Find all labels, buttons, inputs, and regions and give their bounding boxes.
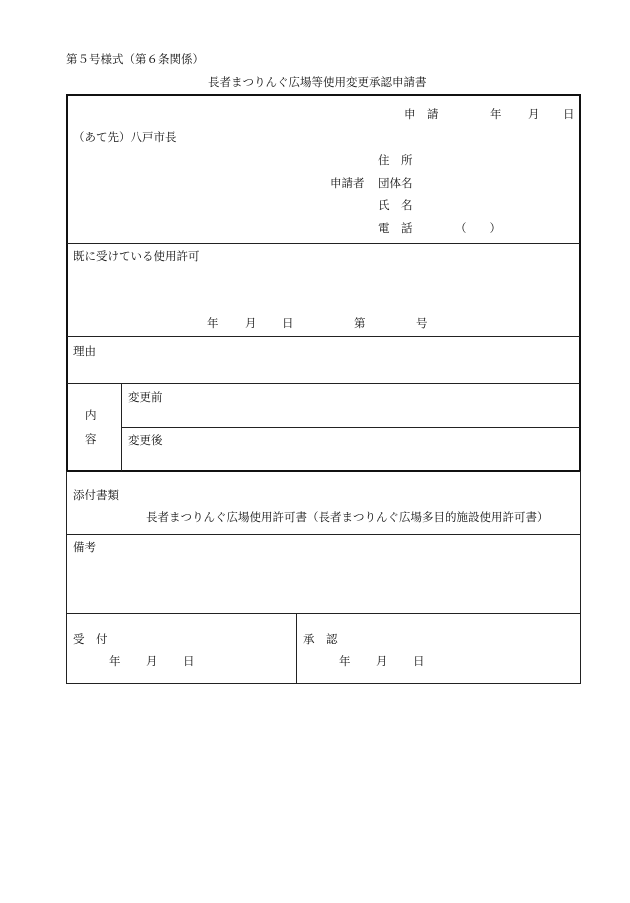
attachments-item: 長者まつりんぐ広場使用許可書（長者まつりんぐ広場多目的施設使用許可書） [146, 510, 549, 524]
approval-year: 年 [339, 654, 351, 668]
apply-day: 日 [563, 107, 575, 121]
form-number: 第５号様式（第６条関係） [66, 52, 204, 66]
divider-permit [67, 336, 580, 337]
permit-label: 既に受けている使用許可 [73, 249, 200, 263]
name-label: 氏 名 [378, 198, 413, 212]
reception-day: 日 [183, 654, 195, 668]
apply-month: 月 [528, 107, 540, 121]
content-label-bottom: 容 [85, 432, 97, 446]
addressee: （あて先）八戸市長 [73, 130, 177, 144]
approval-month: 月 [376, 654, 388, 668]
divider-reason [67, 383, 580, 384]
permit-number-prefix: 第 [354, 316, 366, 330]
permit-year: 年 [207, 316, 219, 330]
phone-label: 電 話 [378, 221, 413, 235]
after-change-label: 変更後 [128, 433, 163, 447]
applicant-label: 申請者 [330, 176, 365, 190]
approval-label: 承 認 [303, 632, 338, 646]
lower-form-box [66, 471, 581, 684]
address-label: 住 所 [378, 153, 413, 167]
divider-content [121, 427, 580, 428]
group-label: 団体名 [378, 176, 413, 190]
apply-label: 申 請 [404, 107, 439, 121]
reception-approval-divider [296, 613, 297, 683]
reception-month: 月 [146, 654, 158, 668]
phone-paren: （ ） [455, 221, 501, 235]
divider-attachments [66, 534, 581, 535]
reception-year: 年 [109, 654, 121, 668]
permit-number-suffix: 号 [416, 316, 428, 330]
apply-year: 年 [490, 107, 502, 121]
content-label-top: 内 [85, 408, 97, 422]
remarks-label: 備考 [73, 540, 96, 554]
divider-application [67, 243, 580, 244]
reception-label: 受 付 [73, 632, 108, 646]
reason-label: 理由 [73, 344, 96, 358]
approval-day: 日 [413, 654, 425, 668]
divider-remarks [66, 613, 581, 614]
main-form-box [66, 94, 581, 472]
attachments-label: 添付書類 [73, 488, 119, 502]
before-change-label: 変更前 [128, 390, 163, 404]
content-column-divider [121, 383, 122, 471]
form-title: 長者まつりんぐ広場等使用変更承認申請書 [208, 75, 427, 89]
permit-month: 月 [245, 316, 257, 330]
permit-day: 日 [282, 316, 294, 330]
